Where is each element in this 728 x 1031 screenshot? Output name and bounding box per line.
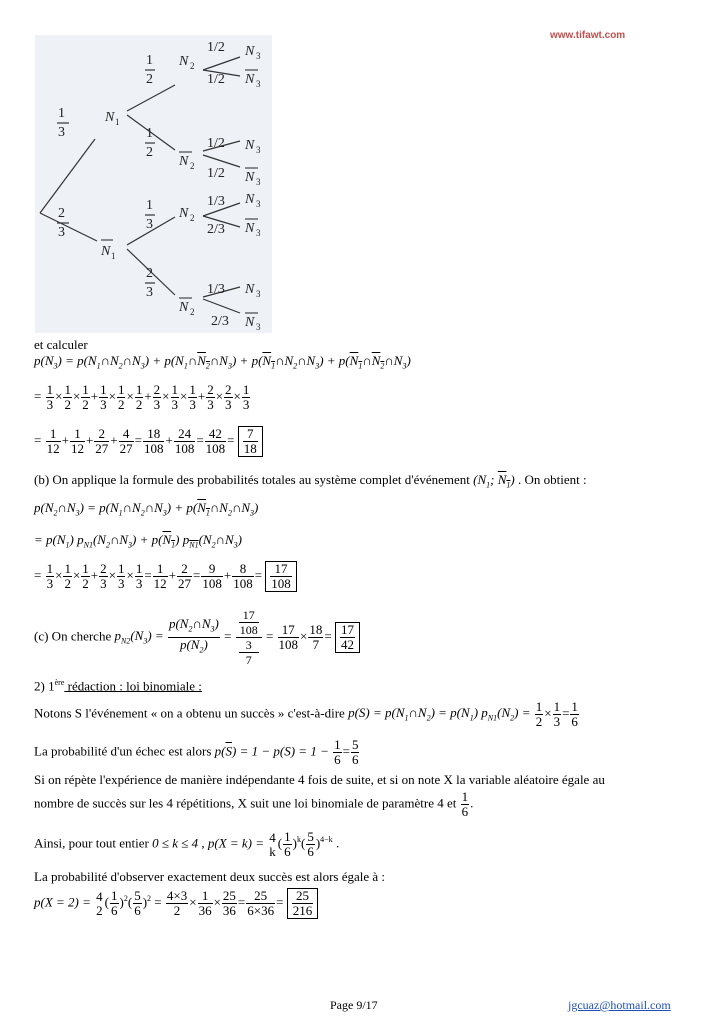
svg-text:N: N	[179, 300, 189, 315]
svg-text:2/3: 2/3	[207, 222, 225, 237]
nombre-line: nombre de succès sur les 4 répétitions, X suit une loi binomiale de paramètre 4 et $\frac{1}{6}$ .	[34, 789, 474, 819]
svg-text:N: N	[245, 192, 255, 207]
svg-text:1/2: 1/2	[207, 166, 225, 181]
svg-text:3: 3	[256, 199, 261, 209]
svg-text:3: 3	[256, 228, 261, 238]
svg-text:2: 2	[190, 161, 195, 171]
probability-tree	[35, 35, 272, 333]
svg-text:1: 1	[111, 251, 116, 261]
repete-line: Si on répète l'expérience de manière indépendante 4 fois de suite, et si on note X la variable aléatoire égale au	[34, 772, 605, 787]
part-b-text: (b) On applique la formule des probabilités totales au système complet d'événement ($N_1$; $N_1$) . On obtient :	[34, 472, 587, 490]
formula-products: = $\frac{1}{3}$ × $\frac{1}{2}$ × $\frac{1}{2}$ + $\frac{1}{3}$ × $\frac{1}{2}$ × $\frac{1}{2}$ + $\frac{2}{3}$ × $\frac{1}{3}$ × $\frac{1}{3}$ + $\frac{2}{3}$ × $\frac{2}{3}$ × $\frac{1}{3}$	[34, 382, 250, 412]
echec-line: La probabilité d'un échec est alors $p(\overline{S}) = 1 - p(S) = 1$ − $\frac{1}{6}$ = $\frac{5}{6}$	[34, 737, 359, 767]
formula-b1: $p(N_2\cap N_3)$ = $p(N_1\cap N_2\cap N_3)$ + $p(N_1\cap N_2\cap N_3)$	[34, 500, 259, 518]
svg-text:N: N	[245, 138, 255, 153]
svg-text:2: 2	[146, 266, 153, 281]
svg-text:1: 1	[146, 53, 153, 68]
svg-text:1/2: 1/2	[207, 72, 225, 87]
svg-text:1: 1	[115, 117, 120, 127]
section-2-title: 2) 1ère rédaction : loi binomiale :	[34, 678, 202, 694]
svg-text:3: 3	[256, 177, 261, 187]
svg-text:N: N	[101, 244, 111, 259]
svg-text:2/3: 2/3	[211, 314, 229, 329]
svg-text:N: N	[245, 44, 255, 59]
svg-text:1/3: 1/3	[207, 282, 225, 297]
formula-b3: = $\frac{1}{3}$ × $\frac{1}{2}$ × $\frac{1}{2}$ + $\frac{2}{3}$ × $\frac{1}{3}$ × $\frac{1}{3}$ = $\frac{1}{12}$ + $\frac{2}{27}$ = $\frac{9}{108}$ + $\frac{8}{108}$ = $\frac{17}{108}$	[34, 561, 297, 592]
svg-text:N: N	[179, 206, 189, 221]
formula-p-n3: $p(N_3)$ = $p(N_1\cap N_2\cap N_3)$ + $p(N_1\cap N_2\cap N_3)$ + $p(N_1\cap N_2\cap N_3)$ + $p(N_1\cap N_2\cap N_3)$	[34, 353, 411, 371]
svg-text:3: 3	[146, 217, 153, 232]
svg-text:1: 1	[58, 106, 65, 121]
page-number: Page 9/17	[330, 998, 378, 1012]
svg-text:1/2: 1/2	[207, 40, 225, 55]
svg-text:1: 1	[146, 198, 153, 213]
watermark: www.tifawt.com	[550, 30, 626, 41]
et-calculer: et calculer	[34, 337, 88, 352]
svg-text:1/3: 1/3	[207, 194, 225, 209]
svg-text:N: N	[245, 282, 255, 297]
svg-text:2: 2	[58, 206, 65, 221]
email-link[interactable]: jgcuaz@hotmail.com	[568, 998, 671, 1012]
svg-text:2: 2	[190, 307, 195, 317]
result-p-n3: $\frac{7}{18}$	[238, 426, 263, 457]
svg-text:3: 3	[146, 285, 153, 300]
svg-text:N: N	[245, 315, 255, 330]
observer-line: La probabilité d'observer exactement deux succès est alors égale à :	[34, 869, 386, 884]
svg-text:1: 1	[146, 126, 153, 141]
svg-text:N: N	[105, 110, 115, 125]
formula-sum: = $\frac{1}{12}$ + $\frac{1}{12}$ + $\frac{2}{27}$ + $\frac{4}{27}$ = $\frac{18}{108}$ + $\frac{24}{108}$ = $\frac{42}{108}$ = $\frac{7}{18}$	[34, 426, 263, 457]
part-c: (c) On cherche $p_{N2}(N_3)$ = $\frac{p(N_2\cap N_3)}{p(N_2)}$ = 17 108 3 7 = $\frac{17}{108}$ × $\frac{18}{7}$ = $\frac{17}{42}$	[34, 608, 360, 667]
formula-b2: = $p(N_1)$ $p_{N1}(N_2\cap N_3) + p(N_1)$ $p_{N1}(N_2\cap N_3)$	[34, 532, 242, 550]
svg-text:3: 3	[256, 51, 261, 61]
svg-text:N: N	[245, 221, 255, 236]
ainsi-line: Ainsi, pour tout entier 0 ≤ k ≤ 4 , p(X = k) = 4 k ( $\frac{1}{6}$ )$^k$( $\frac{5}{6}$ )$^{4-k}$ .	[34, 829, 340, 859]
svg-text:3: 3	[256, 289, 261, 299]
svg-text:3: 3	[256, 145, 261, 155]
svg-text:N: N	[179, 54, 189, 69]
svg-text:3: 3	[256, 322, 261, 332]
formula-px2: p(X = 2) = 4 2 ( $\frac{1}{6}$ )$^2$( $\frac{5}{6}$ )$^2$ = $\frac{4\times 3}{2}$ × $\frac{1}{36}$ × $\frac{25}{36}$ = $\frac{25}{6\times 36}$ = $\frac{25}{216}$	[34, 888, 318, 919]
svg-text:2: 2	[146, 145, 153, 160]
result-p-n2n3: $\frac{17}{108}$	[265, 561, 297, 592]
result-p-cond: $\frac{17}{42}$	[335, 622, 360, 653]
svg-text:3: 3	[256, 79, 261, 89]
svg-text:1/2: 1/2	[207, 136, 225, 151]
svg-text:2: 2	[190, 61, 195, 71]
svg-text:3: 3	[58, 125, 65, 140]
svg-text:3: 3	[58, 225, 65, 240]
notons-line: Notons S l'événement « on a obtenu un succès » c'est-à-dire $p(S) = p(N_1\cap N_2) = p(N_1) p_{N1}(N_2)$ = $\frac{1}{2}$ × $\frac{1}{3}$ = $\frac{1}{6}$	[34, 699, 578, 729]
svg-text:2: 2	[190, 213, 195, 223]
svg-text:N: N	[245, 72, 255, 87]
svg-text:N: N	[245, 170, 255, 185]
result-p-x2: $\frac{25}{216}$	[287, 888, 319, 919]
svg-text:2: 2	[146, 72, 153, 87]
svg-text:N: N	[179, 154, 189, 169]
